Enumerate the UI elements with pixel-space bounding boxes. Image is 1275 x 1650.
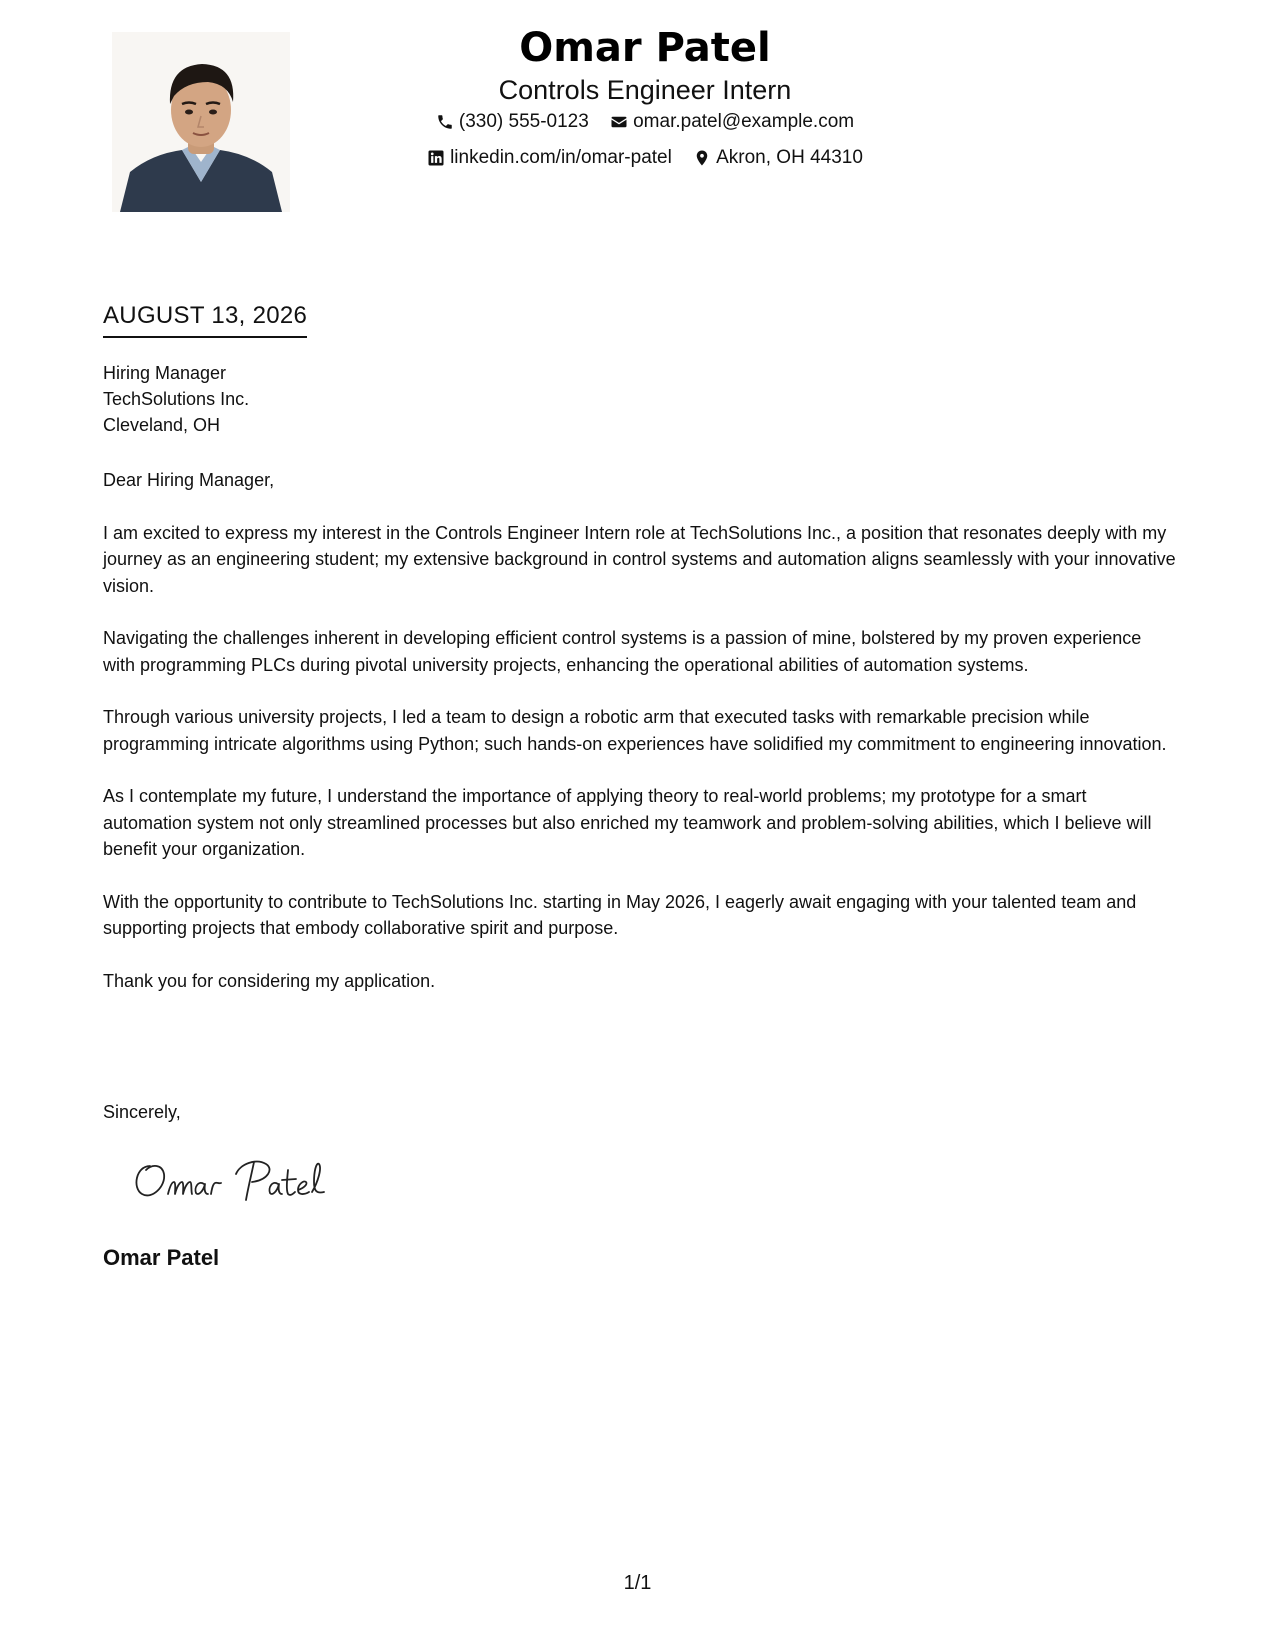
signature-drawing [128,1152,348,1212]
linkedin-text: linkedin.com/in/omar-patel [450,147,672,168]
letter-date: AUGUST 13, 2026 [103,300,307,338]
paragraph: Navigating the challenges inherent in developing efficient control systems is a passion of mine, bolstered by my proven experience with programming PLCs during pivotal university projects, enhancing the operational abilities of automation systems. [103,628,1142,675]
paragraph: Thank you for considering my application. [103,970,436,991]
applicant-name: Omar Patel [519,25,771,71]
contact-line-2 [350,142,940,178]
applicant-role: Controls Engineer Intern [498,75,792,105]
paragraph: Through various university projects, I led a team to design a robotic arm that executed tasks with remarkable precision while programming intricate algorithms using Python; such hands-on experiences have solidified my commitment to engineering innovation. [103,707,1167,754]
paragraph: With the opportunity to contribute to TechSolutions Inc. starting in May 2026, I eagerly await engaging with your talented team and supporting projects that embody collaborative spirit and purpose. [103,891,1137,938]
profile-photo [112,32,290,212]
contact-email[interactable] [610,106,854,138]
contact-phone[interactable] [436,106,589,138]
header [350,22,940,178]
email-text: omar.patel@example.com [633,111,855,132]
paragraph: I am excited to express my interest in the Controls Engineer Intern role at TechSolutions Inc., a position that resonates deeply with my journey as an engineering student; my extensive background in control systems and automation aligns seamlessly with your innovative vision. [103,522,1176,596]
recipient-location: Cleveland, OH [103,415,221,435]
location-text: Akron, OH 44310 [716,147,863,168]
signature-image [128,1152,348,1212]
closing: Sincerely, [103,1102,181,1122]
contact-location [693,142,863,174]
contact-line-1 [350,106,940,142]
page-number: 1/1 [623,1572,652,1594]
recipient-block [103,360,249,438]
map-pin-icon [693,149,711,167]
contact-linkedin[interactable] [427,142,672,174]
envelope-icon [610,113,628,131]
letter-body [103,467,1178,1020]
profile-photo-illustration [112,32,290,212]
linkedin-icon [427,149,445,167]
phone-text: (330) 555-0123 [458,111,589,132]
recipient-title: Hiring Manager [103,363,227,383]
recipient-company: TechSolutions Inc. [103,389,250,409]
paragraph: As I contemplate my future, I understand the importance of applying theory to real-world problems; my prototype for a smart automation system not only streamlined processes but also enriched my teamwork and problem-solving abilities, which I believe will benefit your organization. [103,786,1152,859]
phone-icon [436,113,454,131]
signed-name: Omar Patel [103,1245,220,1270]
greeting: Dear Hiring Manager, [103,470,275,490]
